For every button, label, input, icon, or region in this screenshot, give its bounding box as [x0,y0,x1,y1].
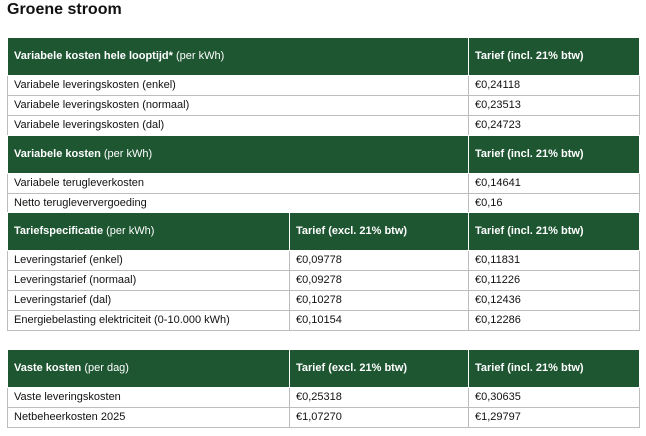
header-cell: Tariefspecificatie (per kWh) [8,213,290,251]
row-price-incl: €0,24118 [469,76,640,96]
table-header-row [8,213,640,251]
row-price-excl: €0,09778 [290,251,469,271]
table-row [8,116,640,136]
header-cell: Tarief (incl. 21% btw) [469,213,640,251]
variable-costs-term-table [7,37,640,136]
fixed-costs-table [7,349,640,428]
row-label: Variabele leveringskosten (dal) [8,116,469,136]
table-header-row [8,136,640,174]
row-price-excl: €1,07270 [290,408,469,428]
row-price-incl: €0,12436 [469,291,640,311]
row-price-incl: €0,30635 [469,388,640,408]
header-cell: Tarief (excl. 21% btw) [290,350,469,388]
table-row [8,291,640,311]
table-row [8,251,640,271]
row-price-excl: €0,10278 [290,291,469,311]
table-row [8,311,640,331]
table-header-row [8,38,640,76]
table-row [8,76,640,96]
row-label: Vaste leveringskosten [8,388,290,408]
row-label: Variabele terugleverkosten [8,174,469,194]
row-price-incl: €0,12286 [469,311,640,331]
table-header-row [8,350,640,388]
row-price-incl: €0,16 [469,194,640,214]
row-label: Leveringstarief (dal) [8,291,290,311]
row-label: Leveringstarief (enkel) [8,251,290,271]
row-label: Variabele leveringskosten (normaal) [8,96,469,116]
header-cell: Vaste kosten (per dag) [8,350,290,388]
table-row [8,271,640,291]
table-row [8,96,640,116]
row-price-incl: €0,11226 [469,271,640,291]
table-row [8,408,640,428]
header-cell: Tarief (excl. 21% btw) [290,213,469,251]
row-label: Netbeheerkosten 2025 [8,408,290,428]
row-label: Energiebelasting elektriciteit (0-10.000 kWh) [8,311,290,331]
row-label: Netto terugleververgoeding [8,194,469,214]
row-price-incl: €0,24723 [469,116,640,136]
header-cell: Variabele kosten hele looptijd* (per kWh) [8,38,469,76]
row-price-incl: €0,23513 [469,96,640,116]
table-row [8,194,640,214]
row-price-incl: €1,29797 [469,408,640,428]
table-row [8,174,640,194]
row-price-excl: €0,10154 [290,311,469,331]
header-cell: Variabele kosten (per kWh) [8,136,469,174]
header-cell: Tarief (incl. 21% btw) [469,136,640,174]
variable-costs-table [7,135,640,214]
row-label: Variabele leveringskosten (enkel) [8,76,469,96]
table-row [8,388,640,408]
row-price-excl: €0,09278 [290,271,469,291]
tariff-specification-table [7,212,640,331]
row-price-excl: €0,25318 [290,388,469,408]
page-title: Groene stroom [7,1,122,18]
row-label: Leveringstarief (normaal) [8,271,290,291]
row-price-incl: €0,11831 [469,251,640,271]
row-price-incl: €0,14641 [469,174,640,194]
header-cell: Tarief (incl. 21% btw) [469,38,640,76]
header-cell: Tarief (incl. 21% btw) [469,350,640,388]
